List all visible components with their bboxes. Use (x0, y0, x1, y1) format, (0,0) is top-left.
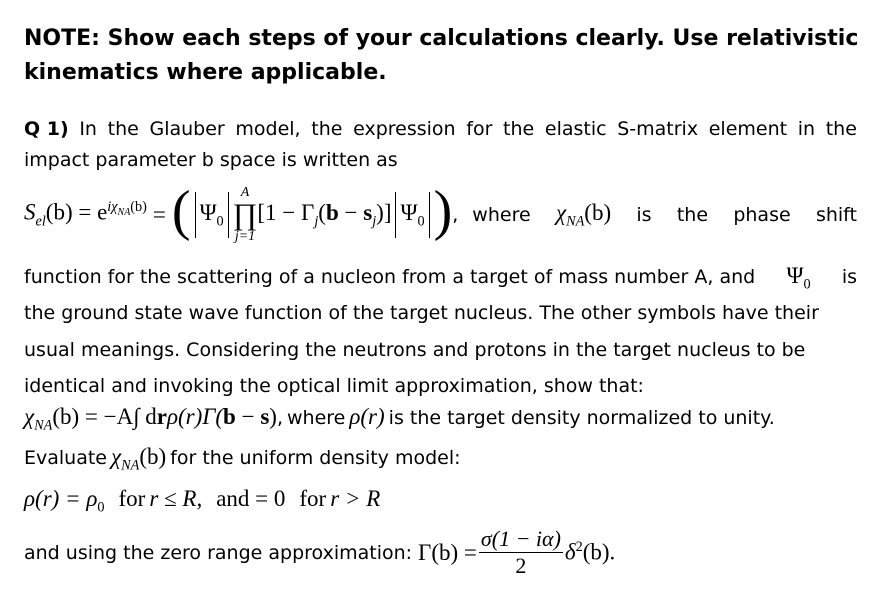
question-line-1 (24, 118, 857, 140)
text-segment: function for the scattering of a nucleon from a target of mass number A, and (24, 266, 756, 288)
question-line-11 (24, 526, 615, 579)
psi0-right: $\Psi_0$ (400, 199, 425, 230)
question-line-6: usual meanings. Considering the neutrons and protons in the target nucleus to be (24, 339, 806, 361)
delta-squared: $\delta^2(b)$. (564, 539, 616, 565)
psi0-inline: $\Psi_0$ (786, 263, 811, 293)
equation-s-matrix (24, 180, 857, 246)
word: is (636, 204, 652, 226)
condition-1: r ≤ R, (149, 486, 203, 511)
word: the (311, 118, 343, 140)
eq1-lhs: $S_{el}(b) = e^{i\chi_{NA}(b)}$ (24, 199, 147, 230)
right-paren: ) (433, 180, 453, 242)
op-bar-left (228, 192, 229, 238)
text-segment: is the target density normalized to unity. (388, 407, 775, 429)
word: S-matrix (617, 118, 699, 140)
word: Glauber (149, 118, 225, 140)
text-segment: Evaluate (24, 447, 107, 469)
text-segment: for the uniform density model: (170, 447, 461, 469)
psi0-left: $\Psi_0$ (199, 199, 224, 230)
word: model, (235, 118, 301, 140)
text-segment: is (841, 266, 857, 288)
word: In (79, 118, 97, 140)
op-bar-right (395, 192, 396, 238)
text-segment: for (118, 486, 146, 511)
chi-na-b: $\chi_{NA}(b)$ (555, 199, 612, 230)
text-segment: and = 0 (216, 486, 286, 511)
rho-r: ρ(r) (349, 404, 385, 429)
equation-chi-na (24, 404, 775, 435)
eq1-tail (472, 200, 857, 231)
left-paren: ( (171, 180, 191, 242)
gamma-b: Γ(b) = (418, 539, 477, 565)
fraction-numerator: σ(1 − iα) (480, 526, 561, 551)
word: the (107, 118, 139, 140)
word: elastic (544, 118, 607, 140)
chi-na-lhs: $\chi_{NA}(b) = -A\int$ drρ(r)Γ(b − s) (24, 404, 277, 434)
product-operator: A ∏ j=1 (232, 185, 258, 244)
word: phase (733, 204, 791, 226)
word: expression (353, 118, 456, 140)
question-line-4 (24, 263, 857, 294)
equation-uniform-density (24, 486, 380, 517)
question-label: Q 1) (24, 118, 69, 140)
text-segment: and using the zero range approximation: (24, 541, 413, 564)
fraction-denominator: 2 (515, 553, 527, 578)
question-line-5: the ground state wave function of the target nucleus. The other symbols have their (24, 302, 819, 324)
question-line-9 (24, 444, 461, 475)
note-line-1: NOTE: Show each steps of your calculations clearly. Use relativistic (24, 26, 859, 51)
question-line-2: impact parameter b space is written as (24, 149, 398, 171)
ket-bar (429, 192, 430, 238)
eq1-equals: = (152, 202, 166, 227)
comma: , (452, 204, 459, 226)
word: shift (815, 204, 857, 226)
condition-2: r > R (330, 486, 381, 511)
note-line-2: kinematics where applicable. (24, 60, 387, 85)
word: element (708, 118, 788, 140)
text-segment: where (287, 407, 346, 429)
word: in (797, 118, 816, 140)
rho-definition: $\rho(r) = \rho_0$ (24, 486, 105, 516)
fraction (479, 526, 563, 579)
question-line-7: identical and invoking the optical limit approximation, show that: (24, 375, 644, 397)
word: for (466, 118, 493, 140)
word: the (503, 118, 535, 140)
word: the (676, 204, 709, 226)
product-body: $[1 - \Gamma_j(b - s_j)]$ (257, 199, 392, 230)
comma: , (276, 407, 283, 429)
text-segment: for (299, 486, 327, 511)
word: where (472, 204, 531, 226)
bra-bar (195, 192, 196, 238)
word: the (825, 118, 857, 140)
chi-na-b-inline: $\chi_{NA}(b)$ (111, 444, 167, 474)
